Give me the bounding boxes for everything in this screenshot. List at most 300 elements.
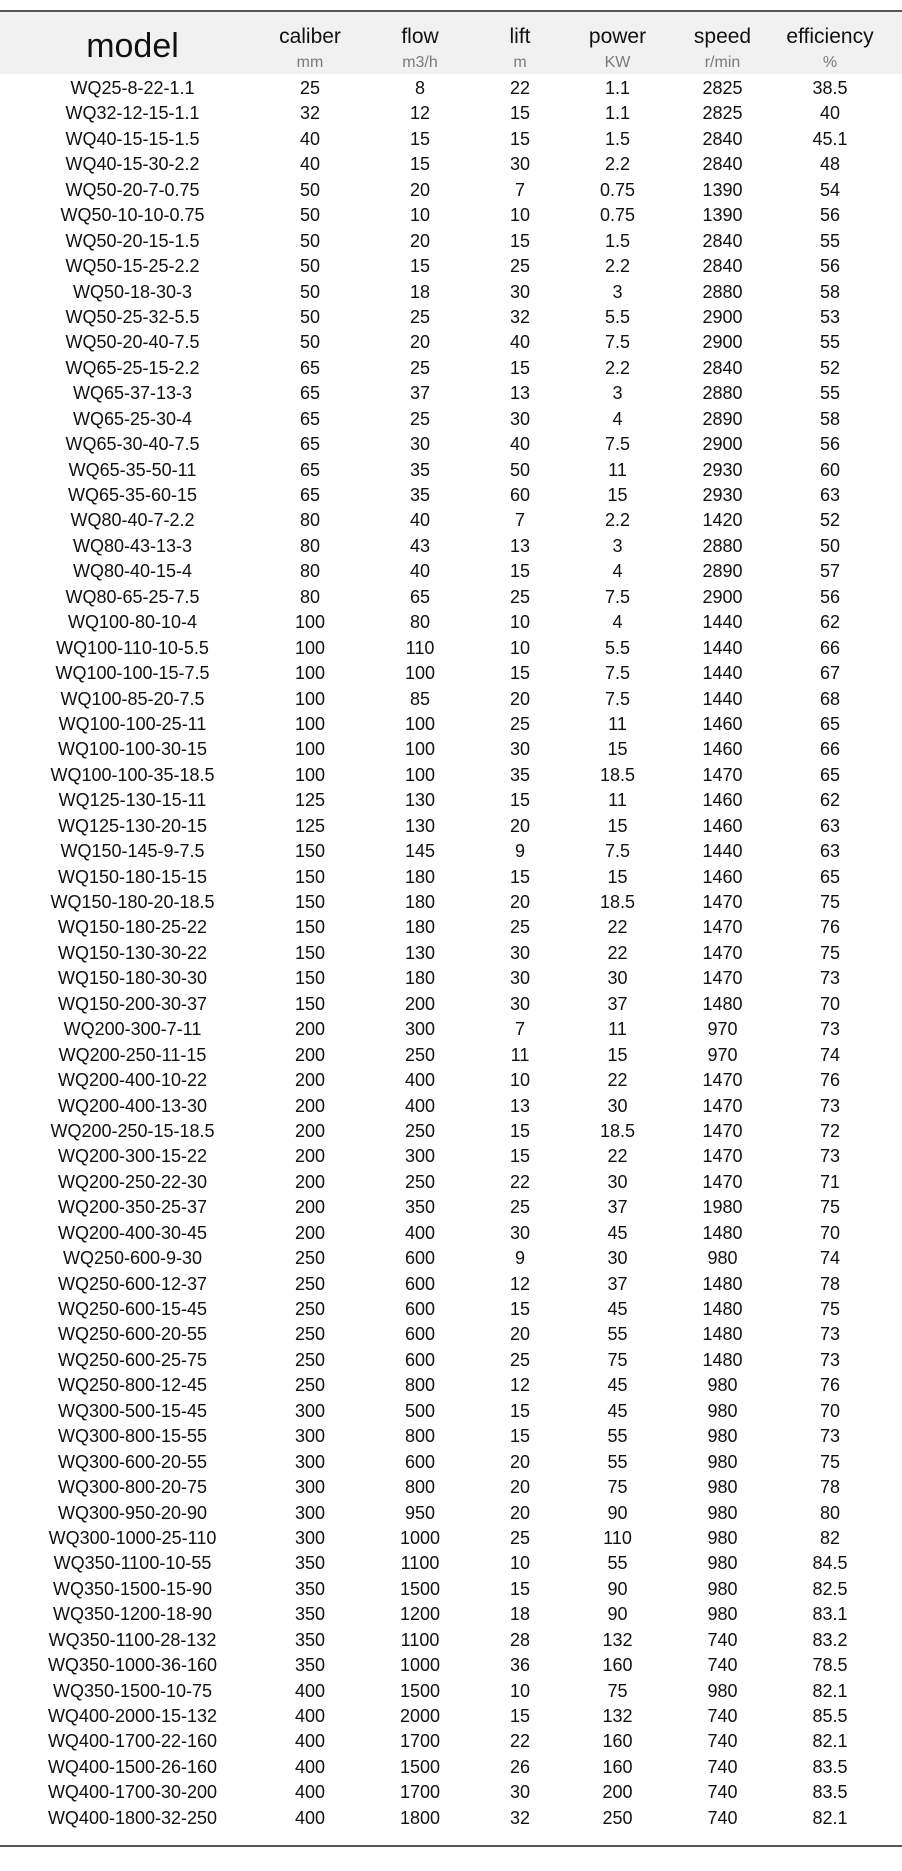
power-cell: 0.75 [599, 179, 636, 200]
lift-cell: 15 [509, 103, 531, 124]
model-cell: WQ80-65-25-7.5 [65, 586, 200, 607]
table-row [0, 992, 902, 1017]
efficiency-cell: 65 [819, 866, 841, 887]
caliber-cell: 150 [294, 892, 326, 912]
flow-cell: 80 [409, 612, 431, 633]
efficiency-cell: 62 [819, 790, 841, 811]
power-cell: 2.2 [604, 510, 631, 531]
caliber-cell: 125 [294, 815, 326, 836]
efficiency-cell: 76 [819, 1070, 841, 1091]
efficiency-cell: 56 [819, 205, 841, 226]
lift-cell: 35 [509, 764, 531, 785]
lift-cell: 30 [509, 942, 531, 963]
table-header [0, 12, 902, 74]
caliber-cell: 65 [299, 408, 321, 429]
speed-cell: 2840 [702, 154, 743, 175]
power-cell: 11 [608, 790, 627, 811]
caliber-cell: 65 [299, 383, 321, 404]
speed-cell: 2890 [702, 408, 743, 429]
power-cell: 55 [607, 1324, 628, 1345]
efficiency-cell: 74 [819, 1044, 841, 1065]
lift-cell: 11 [510, 1044, 530, 1065]
speed-cell: 980 [707, 1426, 738, 1447]
caliber-cell: 100 [294, 688, 326, 709]
speed-cell: 970 [707, 1044, 738, 1065]
efficiency-cell: 70 [819, 1222, 841, 1243]
efficiency-cell: 75 [819, 1299, 841, 1319]
header-power-label: power [588, 25, 647, 48]
model-cell: WQ200-400-10-22 [57, 1070, 208, 1091]
efficiency-cell: 38.5 [812, 78, 848, 98]
table-row [0, 381, 902, 406]
header-lift [475, 12, 565, 74]
lift-cell: 13 [509, 383, 531, 404]
flow-cell: 25 [409, 306, 431, 327]
power-cell: 0.75 [599, 205, 636, 226]
power-cell: 75 [607, 1477, 628, 1498]
lift-cell: 32 [509, 1807, 531, 1828]
caliber-cell: 300 [294, 1477, 326, 1498]
table-row [0, 356, 902, 381]
table-row [0, 76, 902, 101]
model-cell: WQ250-600-20-55 [57, 1324, 208, 1345]
caliber-cell: 50 [299, 332, 321, 353]
table-row [0, 1068, 902, 1093]
efficiency-cell: 58 [819, 281, 841, 302]
model-cell: WQ300-1000-25-110 [48, 1527, 217, 1548]
lift-cell: 36 [509, 1655, 531, 1676]
caliber-cell: 150 [294, 968, 326, 989]
header-speed [670, 12, 775, 74]
efficiency-cell: 73 [819, 1146, 841, 1167]
table-row [0, 1399, 902, 1424]
table-row [0, 788, 902, 813]
caliber-cell: 80 [299, 535, 321, 556]
table-row [0, 559, 902, 584]
efficiency-cell: 80 [819, 1502, 841, 1523]
power-cell: 2.2 [604, 357, 631, 378]
caliber-cell: 65 [299, 434, 321, 455]
speed-cell: 1470 [702, 917, 743, 938]
caliber-cell: 65 [299, 357, 321, 378]
model-cell: WQ350-1500-10-75 [52, 1680, 213, 1701]
power-cell: 45 [607, 1222, 628, 1243]
power-cell: 18.5 [599, 764, 636, 785]
flow-cell: 110 [405, 637, 435, 658]
lift-cell: 60 [509, 485, 531, 505]
caliber-cell: 50 [299, 205, 321, 226]
table-row [0, 1272, 902, 1297]
model-cell: WQ100-100-25-11 [58, 713, 207, 734]
caliber-cell: 300 [294, 1451, 326, 1472]
lift-cell: 32 [509, 306, 531, 327]
model-cell: WQ150-180-20-18.5 [50, 892, 215, 912]
speed-cell: 1480 [702, 1299, 743, 1319]
header-speed-unit: r/min [704, 54, 741, 71]
table-row [0, 1780, 902, 1805]
flow-cell: 85 [409, 688, 431, 709]
efficiency-cell: 45.1 [812, 128, 848, 149]
speed-cell: 1480 [702, 1324, 743, 1345]
caliber-cell: 80 [299, 510, 321, 531]
power-cell: 15 [607, 815, 628, 836]
flow-cell: 12 [409, 103, 431, 124]
power-cell: 55 [607, 1451, 628, 1472]
lift-cell: 25 [509, 917, 531, 938]
lift-cell: 15 [509, 1706, 531, 1726]
lift-cell: 30 [509, 281, 531, 302]
model-cell: WQ100-100-35-18.5 [50, 764, 215, 785]
lift-cell: 30 [509, 739, 531, 760]
header-caliber [255, 12, 365, 74]
model-cell: WQ65-35-60-15 [67, 485, 198, 505]
efficiency-cell: 82.1 [812, 1731, 848, 1752]
caliber-cell: 125 [294, 790, 326, 811]
table-row [0, 1322, 902, 1347]
lift-cell: 30 [509, 993, 531, 1014]
table-row [0, 254, 902, 279]
efficiency-cell: 73 [819, 1019, 841, 1040]
efficiency-cell: 66 [819, 739, 841, 760]
model-cell: WQ200-250-11-15 [58, 1044, 207, 1065]
efficiency-cell: 78 [819, 1477, 841, 1498]
efficiency-cell: 56 [819, 586, 841, 607]
caliber-cell: 300 [294, 1426, 326, 1447]
model-cell: WQ80-40-7-2.2 [70, 510, 195, 531]
lift-cell: 13 [509, 1095, 531, 1116]
efficiency-cell: 75 [819, 1197, 841, 1218]
lift-cell: 15 [509, 128, 531, 149]
model-cell: WQ150-145-9-7.5 [60, 841, 205, 862]
model-cell: WQ250-600-15-45 [57, 1299, 208, 1319]
caliber-cell: 350 [294, 1578, 326, 1599]
caliber-cell: 200 [294, 1070, 326, 1091]
table-row [0, 890, 902, 915]
speed-cell: 2930 [702, 459, 743, 480]
lift-cell: 13 [509, 535, 531, 556]
lift-cell: 25 [509, 586, 531, 607]
lift-cell: 10 [509, 1553, 531, 1574]
efficiency-cell: 57 [819, 561, 841, 582]
flow-cell: 10 [409, 205, 431, 226]
speed-cell: 1470 [702, 1146, 743, 1167]
speed-cell: 1470 [702, 1095, 743, 1116]
speed-cell: 980 [707, 1578, 738, 1599]
table-row [0, 229, 902, 254]
model-cell: WQ50-20-40-7.5 [65, 332, 200, 353]
table-row [0, 1348, 902, 1373]
model-cell: WQ50-18-30-3 [72, 281, 193, 302]
model-cell: WQ350-1100-10-55 [53, 1553, 212, 1574]
speed-cell: 1470 [702, 942, 743, 963]
flow-cell: 65 [409, 586, 431, 607]
flow-cell: 40 [409, 510, 431, 531]
flow-cell: 300 [404, 1019, 436, 1040]
flow-cell: 1100 [400, 1629, 440, 1650]
table-row [0, 1551, 902, 1576]
caliber-cell: 50 [299, 256, 321, 277]
flow-cell: 800 [404, 1477, 436, 1498]
speed-cell: 1390 [702, 179, 743, 200]
flow-cell: 180 [404, 968, 436, 989]
model-cell: WQ400-1500-26-160 [47, 1756, 218, 1777]
header-power-unit: KW [604, 54, 631, 71]
power-cell: 22 [607, 1070, 628, 1091]
flow-cell: 600 [404, 1248, 436, 1269]
header-model-label: model [86, 27, 179, 65]
lift-cell: 25 [509, 713, 531, 734]
model-cell: WQ100-100-15-7.5 [55, 663, 210, 684]
flow-cell: 950 [404, 1502, 436, 1523]
flow-cell: 35 [409, 459, 431, 480]
power-cell: 22 [607, 1146, 628, 1167]
model-cell: WQ200-400-30-45 [57, 1222, 208, 1243]
flow-cell: 15 [409, 154, 431, 175]
speed-cell: 1440 [702, 663, 743, 684]
caliber-cell: 200 [294, 1222, 326, 1243]
efficiency-cell: 54 [819, 179, 841, 200]
model-cell: WQ65-30-40-7.5 [65, 434, 200, 455]
model-cell: WQ100-110-10-5.5 [56, 637, 209, 658]
flow-cell: 15 [409, 256, 431, 277]
flow-cell: 600 [404, 1299, 436, 1319]
flow-cell: 1700 [399, 1782, 441, 1803]
speed-cell: 1460 [702, 713, 743, 734]
lift-cell: 15 [509, 790, 531, 811]
flow-cell: 180 [404, 866, 436, 887]
caliber-cell: 100 [294, 612, 326, 633]
speed-cell: 2840 [702, 256, 743, 277]
lift-cell: 15 [509, 866, 531, 887]
caliber-cell: 32 [299, 103, 321, 124]
power-cell: 75 [607, 1349, 628, 1370]
table-row [0, 1195, 902, 1220]
caliber-cell: 150 [294, 942, 326, 963]
caliber-cell: 100 [294, 637, 326, 658]
model-cell: WQ65-35-50-11 [68, 459, 197, 480]
speed-cell: 980 [707, 1553, 738, 1574]
lift-cell: 30 [509, 154, 531, 175]
power-cell: 55 [607, 1426, 628, 1447]
lift-cell: 10 [509, 205, 531, 226]
header-speed-label: speed [693, 25, 752, 48]
speed-cell: 2825 [702, 78, 743, 98]
flow-cell: 1000 [399, 1527, 441, 1548]
flow-cell: 1500 [399, 1756, 441, 1777]
power-cell: 37 [607, 1197, 628, 1218]
caliber-cell: 300 [294, 1527, 326, 1548]
lift-cell: 10 [509, 1070, 531, 1091]
power-cell: 250 [602, 1807, 633, 1828]
flow-cell: 250 [404, 1120, 436, 1141]
caliber-cell: 300 [294, 1400, 326, 1421]
lift-cell: 26 [509, 1756, 531, 1777]
speed-cell: 740 [707, 1706, 738, 1726]
flow-cell: 300 [404, 1146, 436, 1167]
lift-cell: 20 [509, 1324, 531, 1345]
model-cell: WQ300-600-20-55 [57, 1451, 208, 1472]
table-row [0, 1424, 902, 1449]
caliber-cell: 400 [294, 1731, 326, 1752]
power-cell: 45 [607, 1400, 628, 1421]
table-row [0, 508, 902, 533]
efficiency-cell: 73 [819, 1095, 841, 1116]
flow-cell: 25 [409, 408, 431, 429]
table-row [0, 839, 902, 864]
table-row [0, 1628, 902, 1653]
efficiency-cell: 82.1 [812, 1680, 848, 1701]
table-row [0, 1221, 902, 1246]
flow-cell: 250 [404, 1171, 436, 1192]
efficiency-cell: 83.1 [812, 1604, 848, 1625]
lift-cell: 15 [509, 1400, 531, 1421]
model-cell: WQ200-350-25-37 [57, 1197, 208, 1218]
lift-cell: 20 [509, 1451, 531, 1472]
power-cell: 15 [607, 1044, 628, 1065]
lift-cell: 25 [509, 256, 531, 277]
flow-cell: 130 [404, 815, 436, 836]
flow-cell: 20 [409, 179, 431, 200]
header-efficiency [775, 12, 885, 74]
model-cell: WQ50-20-7-0.75 [65, 179, 200, 200]
power-cell: 7.5 [604, 688, 631, 709]
efficiency-cell: 55 [819, 332, 841, 353]
lift-cell: 15 [509, 357, 531, 378]
lift-cell: 50 [509, 459, 531, 480]
flow-cell: 250 [404, 1044, 436, 1065]
speed-cell: 1480 [702, 1273, 743, 1294]
efficiency-cell: 56 [819, 434, 841, 455]
efficiency-cell: 73 [819, 1426, 841, 1447]
table-row [0, 1653, 902, 1678]
flow-cell: 43 [409, 535, 431, 556]
caliber-cell: 150 [294, 993, 326, 1014]
flow-cell: 400 [404, 1070, 436, 1091]
table-row [0, 1094, 902, 1119]
speed-cell: 1440 [702, 841, 743, 862]
caliber-cell: 100 [294, 663, 326, 684]
lift-cell: 25 [509, 1349, 531, 1370]
caliber-cell: 200 [294, 1095, 326, 1116]
power-cell: 55 [607, 1553, 628, 1574]
efficiency-cell: 52 [819, 510, 841, 531]
lift-cell: 15 [509, 561, 531, 582]
caliber-cell: 150 [294, 917, 326, 938]
power-cell: 45 [607, 1375, 628, 1396]
speed-cell: 2880 [702, 281, 743, 302]
speed-cell: 970 [707, 1019, 738, 1040]
model-cell: WQ250-600-9-30 [62, 1248, 203, 1269]
flow-cell: 1800 [399, 1807, 441, 1828]
lift-cell: 20 [509, 1502, 531, 1523]
caliber-cell: 300 [294, 1502, 326, 1523]
table-row [0, 763, 902, 788]
speed-cell: 980 [707, 1451, 738, 1472]
model-cell: WQ200-250-22-30 [57, 1171, 208, 1192]
table-row [0, 1577, 902, 1602]
lift-cell: 9 [514, 1248, 525, 1269]
efficiency-cell: 65 [819, 713, 841, 734]
flow-cell: 40 [409, 561, 431, 582]
model-cell: WQ125-130-15-11 [58, 790, 207, 811]
speed-cell: 1460 [702, 739, 743, 760]
speed-cell: 980 [707, 1248, 738, 1269]
flow-cell: 15 [409, 128, 431, 149]
lift-cell: 15 [509, 1578, 531, 1599]
speed-cell: 2840 [702, 357, 743, 378]
efficiency-cell: 65 [819, 764, 841, 785]
lift-cell: 12 [509, 1375, 531, 1396]
speed-cell: 1440 [702, 612, 743, 633]
efficiency-cell: 73 [819, 968, 841, 989]
power-cell: 7.5 [604, 434, 631, 455]
model-cell: WQ250-600-12-37 [57, 1273, 208, 1294]
efficiency-cell: 63 [819, 485, 841, 505]
table-row [0, 1602, 902, 1627]
caliber-cell: 100 [294, 713, 326, 734]
efficiency-cell: 84.5 [812, 1553, 848, 1574]
power-cell: 5.5 [604, 637, 631, 658]
power-cell: 11 [608, 713, 627, 734]
flow-cell: 600 [404, 1324, 436, 1345]
speed-cell: 1440 [702, 688, 743, 709]
caliber-cell: 50 [299, 179, 321, 200]
flow-cell: 100 [404, 713, 436, 734]
model-cell: WQ50-25-32-5.5 [65, 306, 200, 327]
table-row [0, 1704, 902, 1729]
lift-cell: 22 [509, 78, 531, 98]
model-cell: WQ350-1200-18-90 [52, 1604, 213, 1625]
lift-cell: 20 [509, 1477, 531, 1498]
model-cell: WQ200-300-7-11 [63, 1019, 202, 1040]
efficiency-cell: 63 [819, 841, 841, 862]
speed-cell: 2880 [702, 383, 743, 404]
flow-cell: 400 [404, 1095, 436, 1116]
speed-cell: 2900 [702, 306, 743, 327]
table-row [0, 534, 902, 559]
caliber-cell: 250 [294, 1349, 326, 1370]
header-caliber-unit: mm [296, 54, 324, 71]
model-cell: WQ150-180-15-15 [57, 866, 208, 887]
power-cell: 1.5 [604, 230, 631, 251]
power-cell: 18.5 [599, 1120, 636, 1141]
model-cell: WQ400-1800-32-250 [47, 1807, 218, 1828]
model-cell: WQ300-800-20-75 [57, 1477, 208, 1498]
bottom-rule [0, 1845, 902, 1847]
lift-cell: 18 [509, 1604, 531, 1625]
power-cell: 1.5 [604, 128, 631, 149]
lift-cell: 10 [509, 637, 531, 658]
table-body [0, 76, 902, 1831]
table-row [0, 1170, 902, 1195]
power-cell: 30 [607, 968, 628, 989]
lift-cell: 22 [509, 1171, 531, 1192]
table-row [0, 1119, 902, 1144]
flow-cell: 37 [409, 383, 431, 404]
power-cell: 7.5 [604, 586, 631, 607]
table-row [0, 865, 902, 890]
efficiency-cell: 66 [819, 637, 841, 658]
power-cell: 37 [607, 1273, 628, 1294]
power-cell: 11 [608, 1019, 627, 1040]
flow-cell: 18 [409, 281, 431, 302]
speed-cell: 2840 [702, 128, 743, 149]
speed-cell: 980 [707, 1680, 738, 1701]
efficiency-cell: 78.5 [812, 1655, 848, 1676]
table-row [0, 178, 902, 203]
model-cell: WQ25-8-22-1.1 [70, 78, 195, 98]
caliber-cell: 250 [294, 1273, 326, 1294]
